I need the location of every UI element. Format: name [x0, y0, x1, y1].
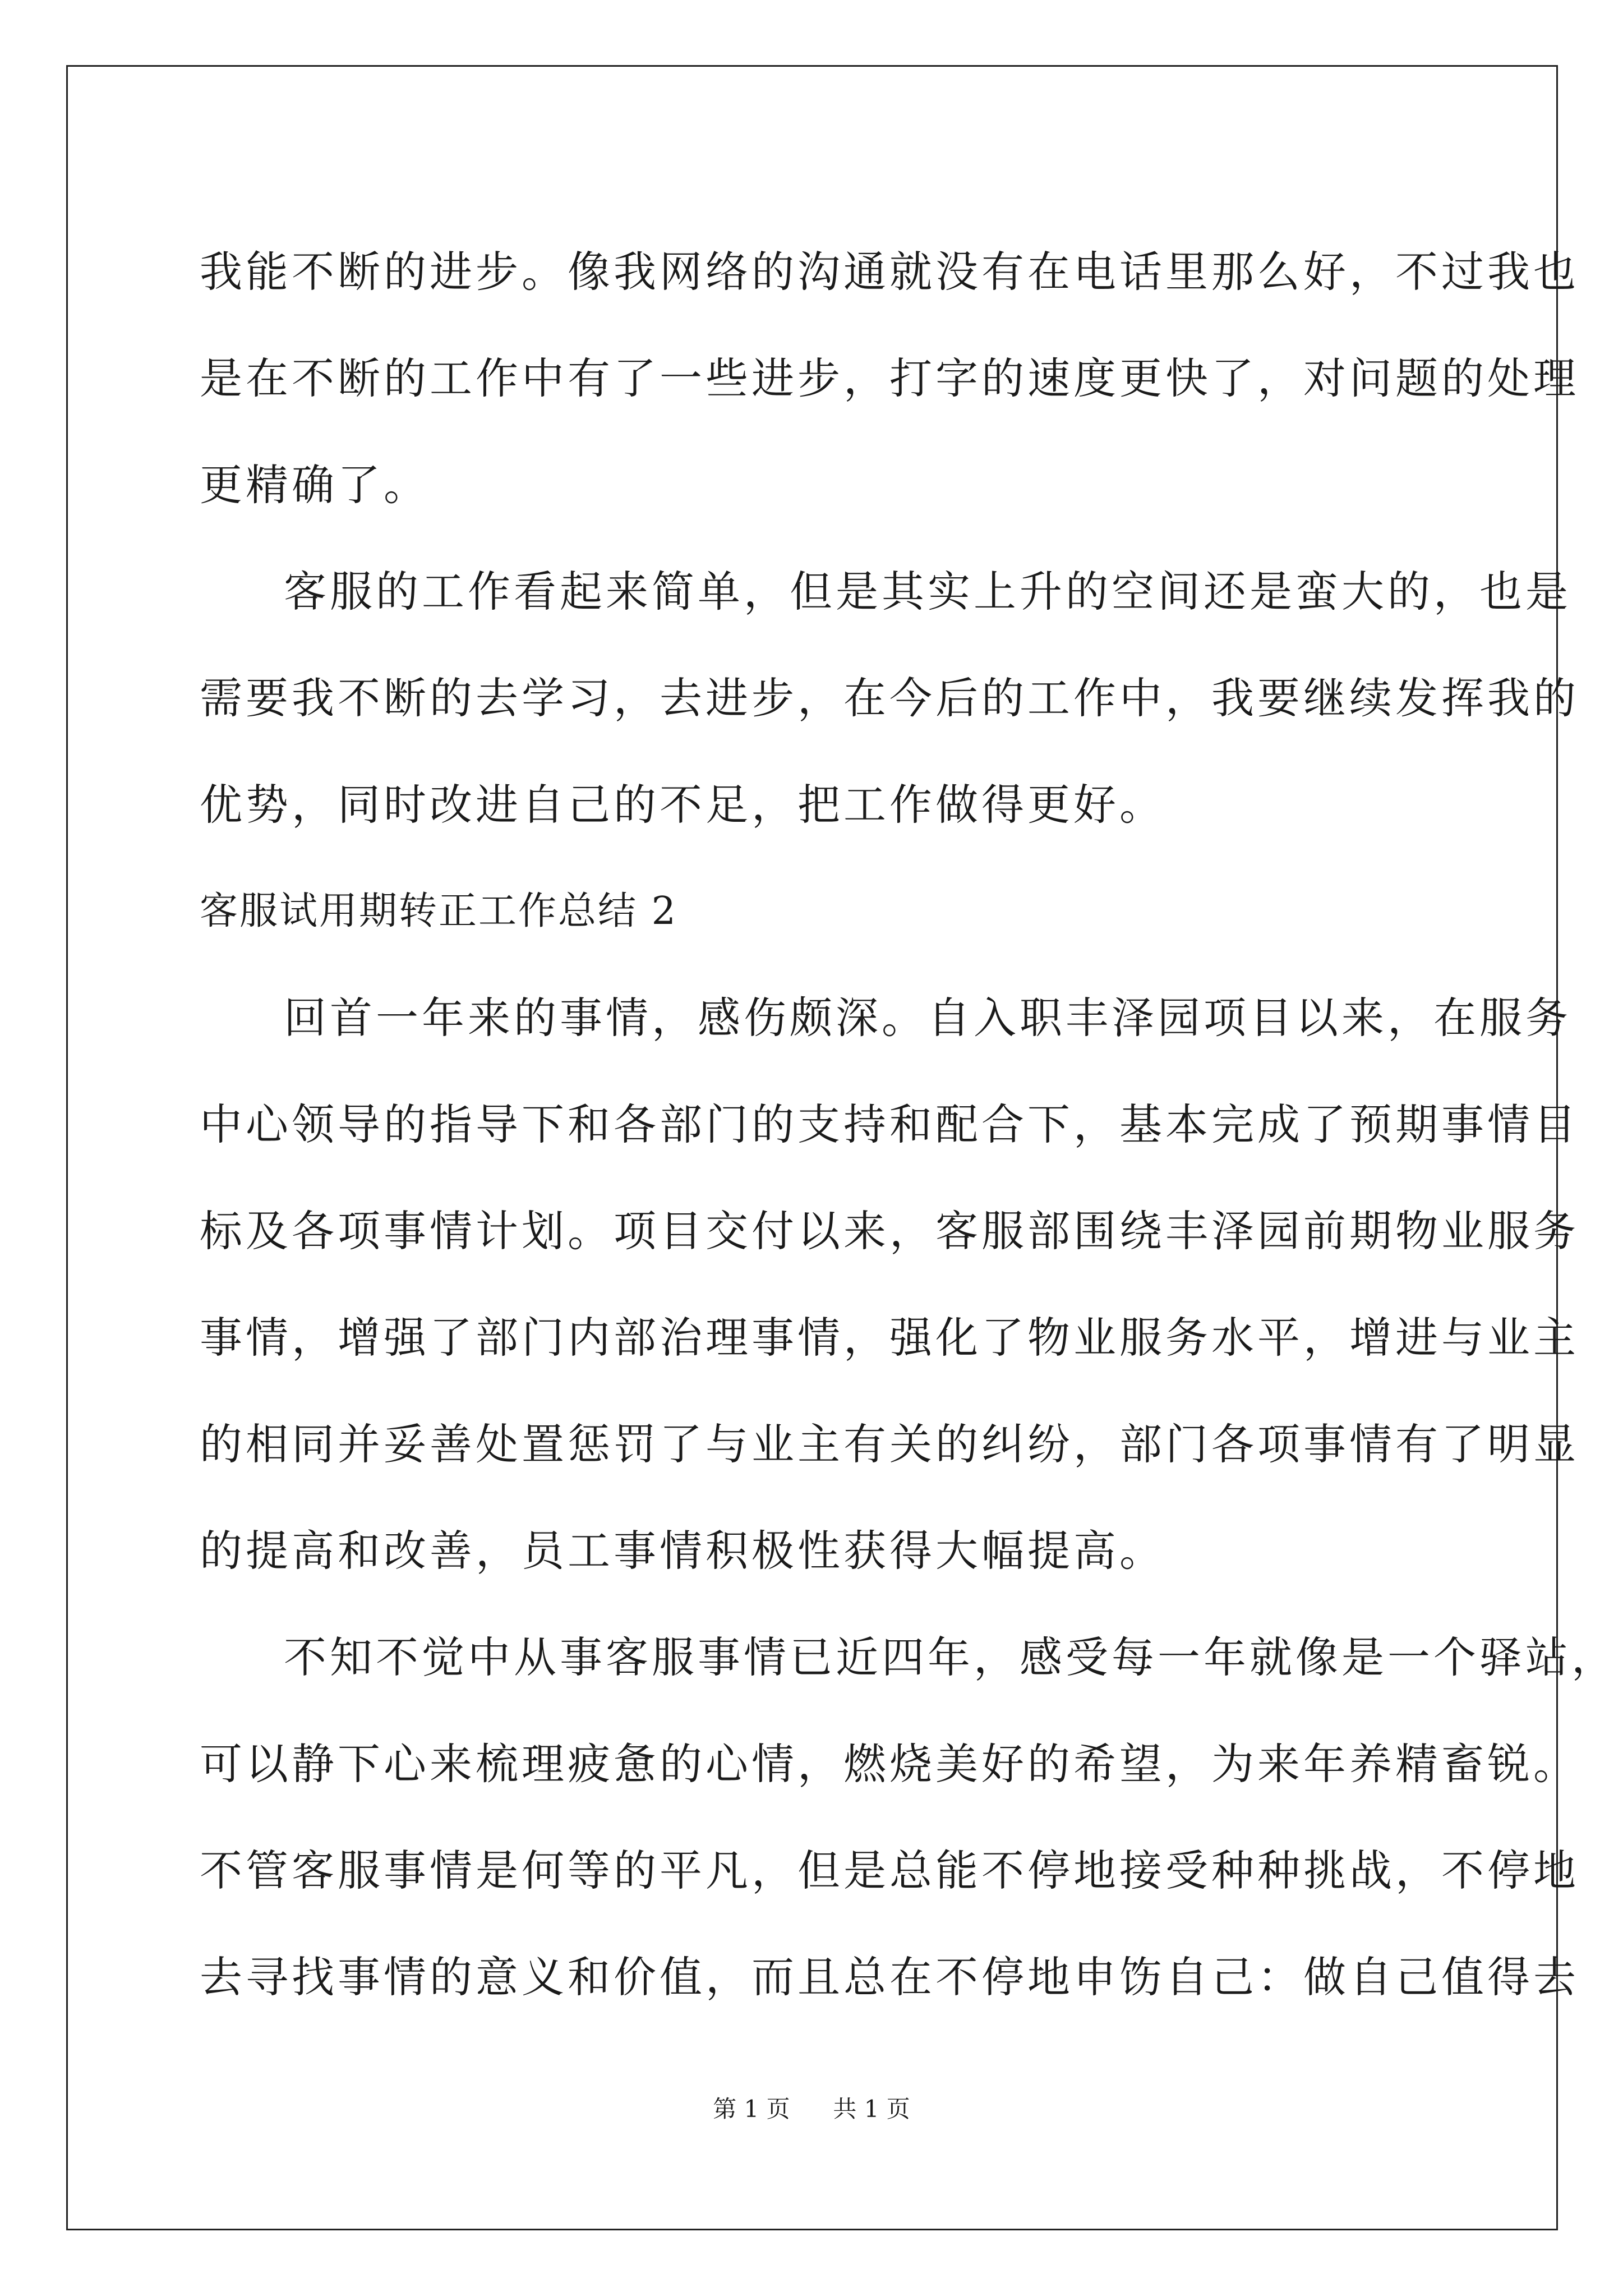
paragraph-line: 需要我不断的去学习，去进步，在今后的工作中，我要继续发挥我的 — [200, 673, 1579, 723]
paragraph-line: 的提高和改善，员工事情积极性获得大幅提高。 — [200, 1526, 1165, 1576]
paragraph-line: 标及各项事情计划。项目交付以来，客服部围绕丰泽园前期物业服务 — [200, 1206, 1579, 1256]
page-footer — [0, 2092, 1623, 2126]
paragraph-line: 事情，增强了部门内部治理事情，强化了物业服务水平，增进与业主 — [200, 1313, 1579, 1363]
paragraph-line: 我能不断的进步。像我网络的沟通就没有在电话里那么好，不过我也 — [200, 247, 1579, 297]
paragraph-line: 更精确了。 — [200, 460, 430, 510]
paragraph-line: 可以静下心来梳理疲惫的心情，燃烧美好的希望，为来年养精畜锐。 — [200, 1739, 1579, 1789]
paragraph-line: 不知不觉中从事客服事情已近四年，感受每一年就像是一个驿站， — [284, 1632, 1617, 1682]
page-number: 第 1 页 — [713, 2095, 790, 2123]
document-body — [200, 219, 1617, 2031]
paragraph-line: 是在不断的工作中有了一些进步，打字的速度更快了，对问题的处理 — [200, 353, 1579, 403]
page-total: 共 1 页 — [833, 2095, 910, 2123]
paragraph-line: 的相同并妥善处置惩罚了与业主有关的纠纷，部门各项事情有了明显 — [200, 1419, 1579, 1469]
paragraph-line: 优势，同时改进自己的不足，把工作做得更好。 — [200, 780, 1165, 830]
paragraph-line: 中心领导的指导下和各部门的支持和配合下，基本完成了预期事情目 — [200, 1099, 1579, 1149]
paragraph-line: 不管客服事情是何等的平凡，但是总能不停地接受种种挑战，不停地 — [200, 1846, 1579, 1895]
paragraph-line: 去寻找事情的意义和价值，而且总在不停地申饬自己：做自己值得去 — [200, 1952, 1579, 2002]
paragraph-line: 回首一年来的事情，感伤颇深。自入职丰泽园项目以来，在服务 — [284, 993, 1571, 1043]
paragraph-line: 客服的工作看起来简单，但是其实上升的空间还是蛮大的，也是 — [284, 567, 1571, 616]
section-heading: 客服试用期转正工作总结 2 — [200, 889, 677, 933]
